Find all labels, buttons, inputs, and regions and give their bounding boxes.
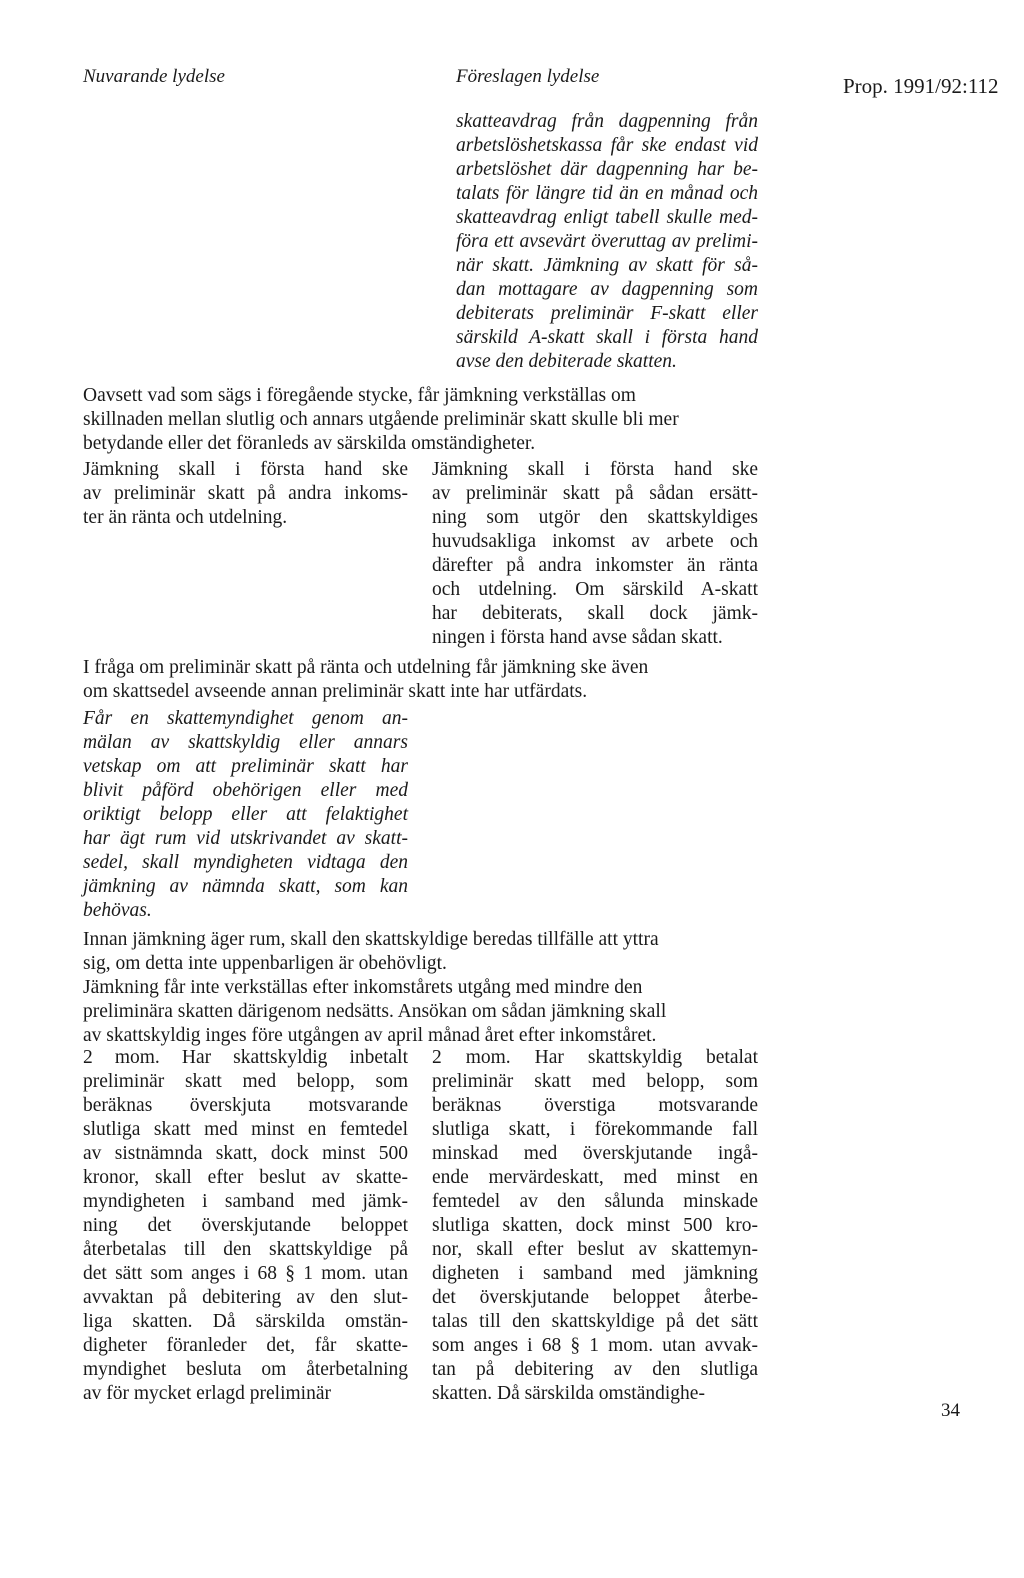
text-line: när skatt. Jämkning av skatt för så- — [456, 255, 758, 276]
text-line: Jämkning skall i första hand ske — [432, 459, 758, 480]
text-line: och utdelning. Om särskild A-skatt — [432, 579, 758, 600]
text-line: arbetslöshet där dagpenning har be- — [456, 159, 758, 180]
text-line: som anges i 68 § 1 mom. utan avvak- — [432, 1335, 758, 1356]
text-line: digheten i samband med jämkning — [432, 1263, 758, 1284]
text-line: femtedel av den sålunda minskade — [432, 1191, 758, 1212]
paragraph-current-4 — [83, 1046, 408, 1406]
text-line: sedel, skall myndigheten vidtaga den — [83, 852, 408, 873]
text-line: betydande eller det föranleds av särskilda omständigheter. — [83, 433, 536, 454]
text-line: ningen i första hand avse sådan skatt. — [432, 627, 723, 648]
text-line: preliminära skatten därigenom nedsätts. Ansökan om sådan jämkning skall — [83, 1001, 667, 1022]
text-line: ning som utgör den skattskyldiges — [432, 507, 758, 528]
text-line: av preliminär skatt på sådan ersätt- — [432, 483, 758, 504]
page-number: 34 — [941, 1400, 960, 1421]
text-line: om skattsedel avseende annan preliminär skatt inte har utfärdats. — [83, 681, 588, 702]
paragraph-common-3 — [83, 928, 763, 1048]
text-line: har ägt rum vid utskrivandet av skatt- — [83, 828, 408, 849]
text-line: jämkning av nämnda skatt, som kan — [83, 876, 408, 897]
text-line: Oavsett vad som sägs i föregående stycke, får jämkning verkställas om — [83, 385, 636, 406]
text-line: särskild A-skatt skall i första hand — [456, 327, 758, 348]
text-line: slutliga skatt med minst en femtedel — [83, 1119, 408, 1140]
text-line: återbetalas till den skattskyldige på — [83, 1239, 408, 1260]
text-line: preliminär skatt med belopp, som — [83, 1071, 408, 1092]
text-line: Får en skattemyndighet genom an- — [83, 708, 408, 729]
proposition-reference: Prop. 1991/92:112 — [843, 74, 999, 98]
text-line: avse den debiterade skatten. — [456, 351, 677, 372]
text-line: ende mervärdeskatt, med minst en — [432, 1167, 758, 1188]
text-line: beräknas överstiga motsvarande — [432, 1095, 758, 1116]
text-line: det överskjutande beloppet återbe- — [432, 1287, 758, 1308]
text-line: skatteavdrag enligt tabell skulle med- — [456, 207, 758, 228]
text-line: blivit påförd obehörigen eller med — [83, 780, 408, 801]
text-line: arbetslöshetskassa får ske endast vid — [456, 135, 758, 156]
paragraph-current-3 — [83, 707, 408, 923]
text-line: beräknas överskjuta motsvarande — [83, 1095, 408, 1116]
text-line: skillnaden mellan slutlig och annars utgående preliminär skatt skulle bli mer — [83, 409, 679, 430]
text-line: Innan jämkning äger rum, skall den skattskyldige beredas tillfälle att yttra — [83, 929, 659, 950]
text-line: dan mottagare av dagpenning som — [456, 279, 758, 300]
text-line: mälan av skattskyldig eller annars — [83, 732, 408, 753]
text-line: vetskap om att preliminär skatt har — [83, 756, 408, 777]
text-line: kronor, skall efter beslut av skatte- — [83, 1167, 408, 1188]
text-line: av skattskyldig inges före utgången av april månad året efter inkomståret. — [83, 1025, 657, 1046]
text-line: föra ett avsevärt överuttag av prelimi- — [456, 231, 758, 252]
text-line: har debiterats, skall dock jämk- — [432, 603, 758, 624]
text-line: av för mycket erlagd preliminär — [83, 1383, 331, 1404]
text-line: tan på debitering av den slutliga — [432, 1359, 758, 1380]
text-line: liga skatten. Då särskilda omstän- — [83, 1311, 408, 1332]
text-line: därefter på andra inkomster än ränta — [432, 555, 758, 576]
text-line: preliminär skatt med belopp, som — [432, 1071, 758, 1092]
text-line: debiterats preliminär F-skatt eller — [456, 303, 758, 324]
text-line: myndighet besluta om återbetalning — [83, 1359, 408, 1380]
text-line: I fråga om preliminär skatt på ränta och utdelning får jämkning ske även — [83, 657, 649, 678]
text-line: minskad med överskjutande ingå- — [432, 1143, 758, 1164]
text-line: huvudsakliga inkomst av arbete och — [432, 531, 758, 552]
text-line: ter än ränta och utdelning. — [83, 507, 288, 528]
paragraph-proposed-2 — [432, 458, 758, 650]
text-line: avvaktan på debitering av den slut- — [83, 1287, 408, 1308]
text-line: nor, skall efter beslut av skattemyn- — [432, 1239, 758, 1260]
text-line: myndigheten i samband med jämk- — [83, 1191, 408, 1212]
text-line: 2 mom. Har skattskyldig betalat — [432, 1047, 758, 1068]
text-line: Jämkning får inte verkställas efter inkomstårets utgång med mindre den — [83, 977, 643, 998]
text-line: ning det överskjutande beloppet — [83, 1215, 408, 1236]
text-line: digheter föranleder det, får skatte- — [83, 1335, 408, 1356]
text-line: Jämkning skall i första hand ske — [83, 459, 408, 480]
text-line: skatten. Då särskilda omständighe- — [432, 1383, 705, 1404]
paragraph-current-2 — [83, 458, 408, 530]
text-line: oriktigt belopp eller att felaktighet — [83, 804, 408, 825]
paragraph-common-1 — [83, 384, 763, 456]
paragraph-proposed-4 — [432, 1046, 758, 1406]
paragraph-common-2 — [83, 656, 763, 704]
text-line: talats för längre tid än en månad och — [456, 183, 758, 204]
text-line: talas till den skattskyldige på det sätt — [432, 1311, 758, 1332]
text-line: slutliga skatt, i förekommande fall — [432, 1119, 758, 1140]
text-line: av sistnämnda skatt, dock minst 500 — [83, 1143, 408, 1164]
text-line: 2 mom. Har skattskyldig inbetalt — [83, 1047, 408, 1068]
text-line: skatteavdrag från dagpenning från — [456, 111, 758, 132]
paragraph-proposed-1 — [456, 110, 758, 374]
text-line: sig, om detta inte uppenbarligen är obehövligt. — [83, 953, 447, 974]
text-line: slutliga skatten, dock minst 500 kro- — [432, 1215, 758, 1236]
column-header-proposed: Föreslagen lydelse — [456, 66, 600, 87]
text-line: av preliminär skatt på andra inkoms- — [83, 483, 408, 504]
column-header-current: Nuvarande lydelse — [83, 66, 225, 87]
text-line: det sätt som anges i 68 § 1 mom. utan — [83, 1263, 408, 1284]
text-line: behövas. — [83, 900, 152, 921]
